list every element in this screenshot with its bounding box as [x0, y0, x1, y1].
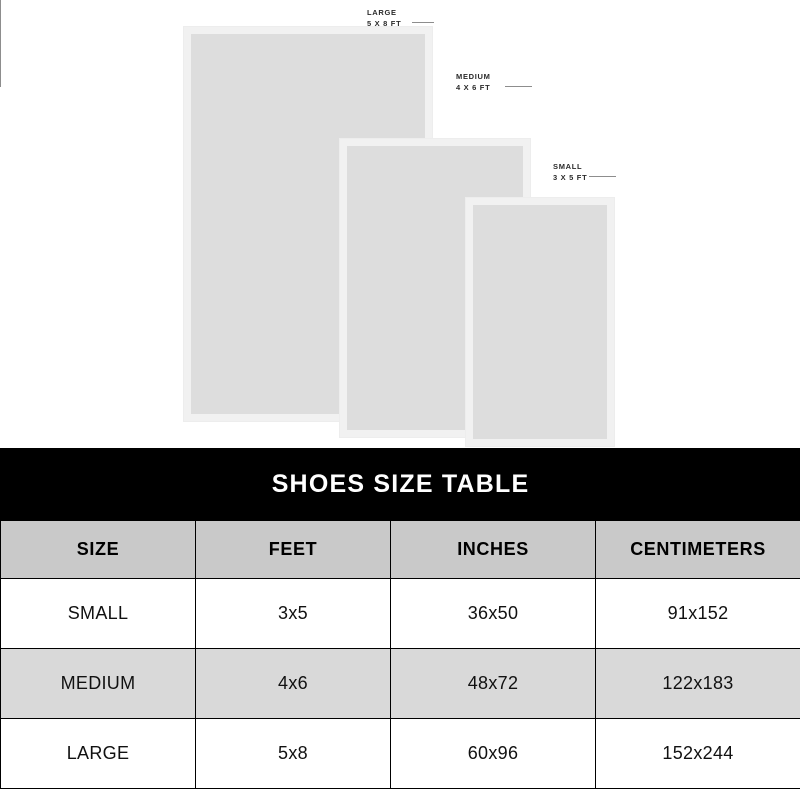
rug-rectangle-small: [466, 198, 614, 446]
table-row: [1, 579, 800, 649]
callout-medium-size: MEDIUM: [456, 72, 491, 81]
leader-line-large-horizontal: [412, 22, 434, 23]
table-header-row: [1, 521, 800, 579]
leader-line-large-vertical: [0, 0, 800, 8]
callout-label-medium: [456, 72, 491, 94]
callout-large-size: LARGE: [367, 8, 397, 17]
callout-label-small: [553, 162, 587, 184]
leader-line-small-horizontal: [589, 176, 616, 177]
cell-feet-small: 3x5: [196, 579, 391, 649]
cell-size-medium: MEDIUM: [1, 649, 196, 719]
cell-centimeters-medium: 122x183: [596, 649, 800, 719]
cell-feet-large: 5x8: [196, 719, 391, 789]
table-row: [1, 649, 800, 719]
cell-centimeters-large: 152x244: [596, 719, 800, 789]
table-title-row: [1, 449, 800, 521]
cell-size-large: LARGE: [1, 719, 196, 789]
table-row: [1, 719, 800, 789]
cell-inches-medium: 48x72: [391, 649, 596, 719]
table-title: SHOES SIZE TABLE: [1, 449, 800, 521]
table-header-size: SIZE: [1, 521, 196, 579]
cell-inches-small: 36x50: [391, 579, 596, 649]
callout-small-dimensions: 3 X 5 FT: [553, 172, 588, 182]
callout-label-large: [367, 8, 401, 30]
callout-medium-dimensions: 4 X 6 FT: [456, 82, 491, 92]
callout-large-dimensions: 5 X 8 FT: [367, 18, 402, 28]
cell-size-small: SMALL: [1, 579, 196, 649]
table-header-centimeters: CENTIMETERS: [596, 521, 800, 579]
table-header-inches: INCHES: [391, 521, 596, 579]
cell-inches-large: 60x96: [391, 719, 596, 789]
table-header-feet: FEET: [196, 521, 391, 579]
leader-line-medium-horizontal: [505, 86, 532, 87]
cell-feet-medium: 4x6: [196, 649, 391, 719]
callout-small-size: SMALL: [553, 162, 583, 171]
shoes-size-table: [0, 448, 800, 789]
cell-centimeters-small: 91x152: [596, 579, 800, 649]
